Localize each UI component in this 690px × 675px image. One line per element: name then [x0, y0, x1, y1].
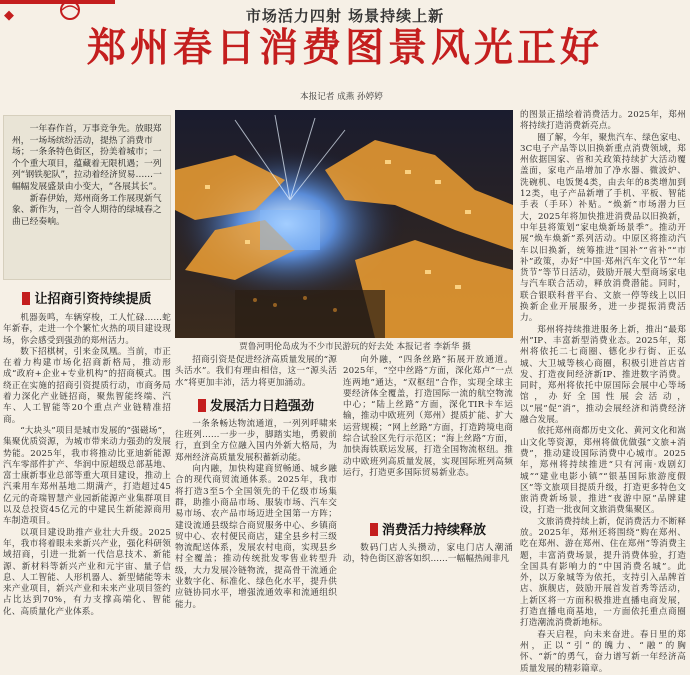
- intro-paragraph: 一年春作首，万事竞争先。放眼郑州，一场场缤纷活动，提热了消费市场；一条条特色街区，扮美着城市；一个个重大项目，蕴藏着无限机遇；一列列“钢铁驼队”，拉动着经济贸易……一幅幅发展盛景由小变大，“各展其长”。: [12, 124, 162, 192]
- kicker: 市场活力四射 场景持续上新: [245, 7, 445, 25]
- section2-title: 发展活力日趋强劲: [209, 398, 314, 414]
- photo-caption: 贾鲁河明伦岛成为不少市民游玩的好去处 本报记者 李新华 摄: [239, 342, 471, 352]
- section3-title: 消费活力持续释放: [381, 523, 486, 538]
- article-paragraph: 文旅消费持续上新，促消费活力不断释放。2025年，郑州还将围绕“购在郑州、吃在郑州、游在郑州、住在郑州”等消费主题，丰富消费场景，提升消费体验，打造全国具有影响力的“中国消费名城”。此外，以万象城等为依托，支持引入品牌首店、旗舰店，鼓励开展首发首秀等活动，上新区将一方面积极推进直播电商发展，打造直播电商基地，一方面依托重点商圈打造潮流消费新地标。: [520, 516, 686, 629]
- column-3: [343, 355, 513, 579]
- article-paragraph: 招商引资是促进经济高质量发展的“源头活水”。我们有理由相信，这一“源头活水”将更加丰沛，活力将更加涌动。: [175, 355, 337, 388]
- article-paragraph: 春天启程，向未来奋进。春日里的郑州，正以“引”的魄力、“融”的胸怀、“新”的勇气，奋力谱写新一年经济高质量发展的精彩篇章。: [520, 629, 686, 674]
- article-paragraph: 数下招棋树，引来金凤凰。当前，市正在着力构建市场化招商新格局，推动形成“政府+企业+专业机构”的招商模式。围绕正在实施的招商引资提质行动，市商务局着力深化产业链招商，聚焦智能终端、汽车、人工智能等20个重点产业链精准招商。: [3, 346, 171, 425]
- article-paragraph: 依托郑州商都历史文化、黄河文化和嵩山文化等资源，郑州将做优做强“文旅+消费”，推动建设国际消费中心城市。2025年，郑州将持续推进“只有河南·戏剧幻城”“建业电影小镇”“银基国际旅游度假区”等文旅项目提质升级，打造更多特色文旅消费新场景，推进“夜游中原”品牌建设，打造一批夜间文旅消费集聚区。: [520, 426, 686, 516]
- article-paragraph: 以项目建设助推产业壮大升级。2025年，我市将着眼未来新兴产业，强化科研领域招商，引进一批新一代信息技术、新能源、新材料等新兴产业和元宇宙、量子信息、人工智能、人形机器人、新型储能等未来产业项目，新兴产业和未来产业项目签约占比达到70%，有力支撑高端化、智能化、高质量化产业体系。: [3, 527, 171, 617]
- intro-paragraph: 新春伊始，郑州商务工作展现新气象、新作为，一首令人期待的绿城春之曲已经奏响。: [12, 193, 162, 227]
- column-2: [175, 355, 337, 610]
- section-heading: [3, 288, 171, 307]
- article-paragraph: 郑州将持续推进服务上新，推出“最郑州”IP、丰富新型消费业态。2025年，郑州将依托二七商圈、德化步行街、正弘城、大卫城等核心商圈，积极引进首店首发、打造夜间经济新IP、推进数字消费。同时，郑州将依托中原国际会展中心等场馆，办好全国性展会活动，以“展”促“消”，推动会展经济和消费经济融合发展。: [520, 324, 686, 426]
- article-paragraph: 圈了解，今年，聚焦汽车、绿色家电、3C电子产品等以旧换新重点消费领域，郑州依据国家、省和关政策持续扩大活动覆盖面，家电产品增加了净水器、微波炉、洗碗机、电饭煲4类，由去年的8类增加到12类，电子产品新增了手机、平板、智能手表（手环）补贴。“焕新”市场潜力巨大，2025年将加快推进消费品以旧换新，中年县将策划“家电焕新场景季”。推动开展“焕车焕新”系列活动。中原区将推动汽车以旧换新，统筹推进“国补”“省补”“市补”政策，办好“中国·郑州汽车文化节”“年货节”等节日活动，鼓励开展大型商场家电与汽车联合活动，释放消费潜能。同时，联合银联科普平台、文旅一停等线上以旧换新企业开展服务，进一步提振消费活力。: [520, 132, 686, 324]
- article-paragraph: 的图景正描绘着消费活力。2025年，郑州将持续打造消费新亮点。: [520, 110, 686, 132]
- column-right: [520, 110, 686, 674]
- headline: 郑州春日消费图景风光正好: [86, 26, 603, 71]
- byline: 本报记者 成燕 孙婷婷: [300, 92, 383, 102]
- intro-box: [3, 115, 171, 280]
- article-paragraph: 数码门店人头攒动，家电门店人潮涌动，特色街区游客如织……一幅幅热闹非凡: [343, 543, 513, 565]
- article-paragraph: 一条条畅达物流通道，一列列呼啸来往班列……一步一步，脚踏实地，勇毅前行，直到全方位融入国内外新大格局，为郑州经济高质量发展积蓄新动能。: [175, 418, 337, 463]
- article-paragraph: “大块头”项目是城市发展的“强磁场”，集聚优质资源，为城市带来动力强劲的发展势能。2025年，我市将推动比亚迪新能源汽车零部件扩产、华润中原超级总部基地、富士康新事业总部等重大项目建设，推动上汽乘用车郑州基地二期满产，打造超过45亿元的奇瑞智慧产业园新能源产业集群项目以及总投资45亿元的中建民生新能源商用车制造项目。: [3, 425, 171, 527]
- article-paragraph: 向外融，“四条丝路”拓展开放通道。2025年，“空中丝路”方面，深化郑卢“一点连两地”通达，“双枢纽”合作，实现全球主要经济体全覆盖，打造国际一流的航空物流中心；“陆上丝路”方面，深化TIR卡车运输，推动中欧班列（郑州）提质扩能、扩大运营规模；“网上丝路”方面，打造跨境电商综合试验区先行示范区；“海上丝路”方面，加快海铁联运发展，打造全国物流枢纽。推动中欧班列高质量发展，实现国际班列高频运行，打造更多国际贸易新业态。: [343, 355, 513, 478]
- section1-title: 让招商引资持续提质: [34, 292, 152, 307]
- section-heading: [343, 519, 513, 538]
- section-heading: [175, 395, 337, 414]
- article-paragraph: 机器轰鸣，车辆穿梭，工人忙碌……蛇年新春，走进一个个繁忙火热的项目建设现场，你会感受到强劲的郑州活力。: [3, 313, 171, 346]
- svg-text:◆: ◆: [4, 8, 14, 23]
- article-paragraph: 向内融，加快构建商贸畅通、城乡融合的现代商贸流通体系。2025年，我市将打造3至5个全国领先的千亿级市场集群，助推小商品市场、服装市场、汽车交易市场、农产品市场迈进全国第一方阵；建设流通县级综合商贸服务中心、乡镇商贸中心、农村便民商店，建全县乡村三级物流配送体系，发展农村电商，实现县乡村全覆盖；推动传统批发零售业转型升级，大力发展冷链物流，提高骨干流通企业数字化、标准化、绿色化水平，提升供应链协同水平，增强流通效率和流通组织能力。: [175, 464, 337, 610]
- night-festival-photo: [175, 110, 513, 338]
- column-1: [3, 288, 171, 617]
